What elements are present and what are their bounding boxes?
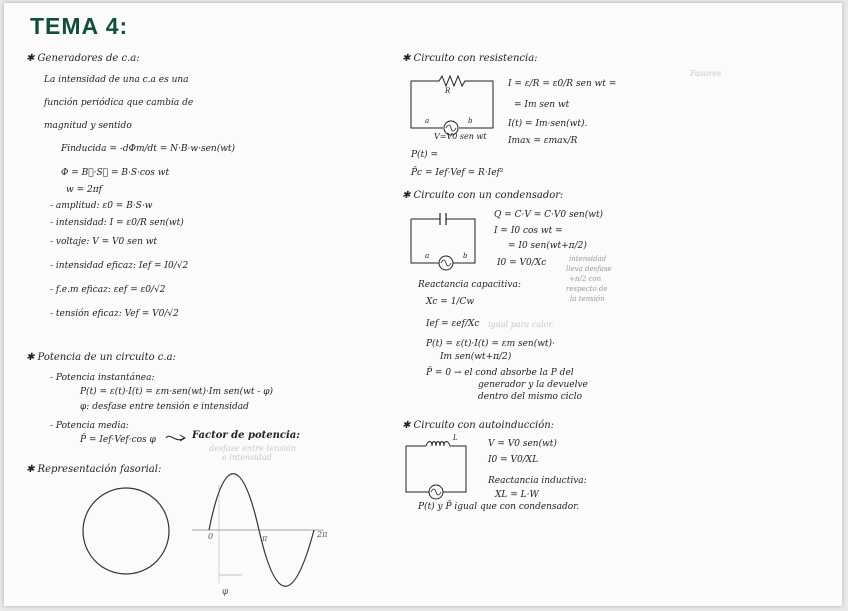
omega-formula: w = 2πf — [66, 185, 102, 195]
condensador-ief: Ief = εef/Xc — [426, 319, 480, 329]
condensador-eq-3: = I0 sen(wt+π/2) — [508, 241, 587, 251]
item-amplitud: - amplitud: ε0 = B·S·w — [50, 201, 153, 211]
resistencia-eq-1: I = ε/R = ε0/R sen wt = — [508, 79, 617, 89]
phasor-circle — [83, 488, 169, 574]
item-fem-eficaz: - f.e.m eficaz: εef = ε0/√2 — [50, 285, 166, 295]
inductor-label: L — [453, 434, 458, 442]
item-tension-eficaz: - tensión eficaz: Vef = V0/√2 — [50, 309, 179, 319]
condensador-conclusion-1: P̄ = 0 → el cond absorbe la P del — [426, 368, 574, 378]
item-intensidad-eficaz: - intensidad eficaz: Ief = I0/√2 — [50, 261, 189, 271]
resistencia-eq-3: I(t) = Im·sen(wt). — [508, 119, 588, 129]
notebook-page — [4, 3, 842, 606]
factor-potencia: Factor de potencia: — [192, 430, 300, 441]
condensador-ief-note: igual para calor — [488, 320, 553, 329]
autoinduccion-power: P(t) y P̄ igual que con condensador. — [418, 502, 580, 512]
autoinduccion-eq-2: I0 = V0/XL — [488, 455, 539, 465]
arrow-icon — [164, 430, 188, 446]
condensador-eq-4: I0 = V0/Xc — [497, 258, 547, 268]
resistencia-eq-4: Imax = εmax/R — [508, 136, 578, 146]
condensador-conclusion-3: dentro del mismo ciclo — [478, 392, 583, 402]
reactancia-capacitiva-formula: Xc = 1/Cw — [426, 297, 475, 307]
capacitor-circuit — [409, 213, 479, 268]
desfase-note-3: +π/2 con — [569, 275, 602, 283]
reactancia-inductiva-formula: XL = L·W — [495, 490, 539, 500]
desfase-note-4: respecto de — [566, 285, 608, 293]
page-title: TEMA 4: — [30, 13, 129, 39]
resistencia-eq-2: = Im sen wt — [514, 100, 570, 110]
fasorial-heading: ✱ Representación fasorial: — [26, 464, 162, 475]
factor-note-2: e intensidad — [222, 453, 272, 462]
resistor-source: V=V0 sen wt — [434, 132, 487, 141]
bleed-through-fasores: Fasores — [690, 69, 722, 78]
intro-line-2: función periódica que cambia de — [44, 98, 194, 108]
condensador-conclusion-2: generador y la devuelve — [478, 380, 588, 390]
axis-pi: π — [262, 534, 268, 543]
item-voltaje: - voltaje: V = V0 sen wt — [50, 237, 158, 247]
inductor-circuit — [404, 440, 474, 498]
item-intensidad: - intensidad: I = ε0/R sen(wt) — [50, 218, 184, 228]
potencia-desfase: φ: desfase entre tensión e intensidad — [80, 402, 249, 412]
potencia-heading: ✱ Potencia de un circuito c.a: — [26, 352, 176, 363]
condensador-eq-2: I = I0 cos wt = — [494, 226, 563, 236]
potencia-media-formula: P̄ = Ief·Vef·cos φ — [80, 435, 156, 445]
axis-zero: 0 — [208, 532, 214, 541]
resistencia-heading: ✱ Circuito con resistencia: — [402, 53, 538, 64]
resistencia-power-2: P̄c = Ief·Vef = R·Ief² — [411, 168, 504, 178]
axis-2pi: 2π — [317, 530, 328, 539]
fem-formula: Finducida = -dΦm/dt = N·B·w·sen(wt) — [61, 144, 236, 154]
resistor-label: R — [445, 87, 451, 95]
resistor-terminal-a: a — [425, 117, 430, 125]
generadores-heading: ✱ Generadores de c.a: — [26, 53, 140, 64]
condensador-eq-1: Q = C·V = C·V0 sen(wt) — [494, 210, 604, 220]
resistor-circuit — [409, 73, 499, 135]
resistencia-power-1: P(t) = — [411, 150, 439, 160]
capacitor-terminal-a: a — [425, 252, 430, 260]
potencia-instantanea-title: - Potencia instantánea: — [50, 373, 155, 383]
resistor-terminal-b: b — [468, 117, 473, 125]
intro-line-1: La intensidad de una c.a es una — [44, 75, 189, 85]
potencia-media-title: - Potencia media: — [50, 421, 129, 431]
flux-formula: Φ = B⃗·S⃗ = B·S·cos wt — [61, 168, 170, 178]
potencia-instantanea-formula: P(t) = ε(t)·I(t) = εm·sen(wt)·Im sen(wt - φ) — [80, 387, 274, 397]
reactancia-inductiva-title: Reactancia inductiva: — [488, 476, 587, 486]
desfase-note-5: la tensión — [570, 295, 605, 303]
condensador-power-2: Im sen(wt+π/2) — [440, 352, 512, 362]
axis-phi: φ — [222, 587, 229, 597]
desfase-note-1: intensidad — [569, 255, 607, 263]
factor-note-1: desfase entre tensión — [209, 444, 297, 453]
autoinduccion-eq-1: V = V0 sen(wt) — [488, 439, 557, 449]
condensador-heading: ✱ Circuito con un condensador: — [402, 190, 564, 201]
desfase-note-2: lleva desfase — [566, 265, 612, 273]
reactancia-capacitiva-title: Reactancia capacitiva: — [418, 280, 521, 290]
fasorial-diagram — [74, 475, 334, 600]
autoinduccion-heading: ✱ Circuito con autoinducción: — [402, 420, 555, 431]
capacitor-terminal-b: b — [463, 252, 468, 260]
condensador-power-1: P(t) = ε(t)·I(t) = εm sen(wt)· — [426, 339, 555, 349]
intro-line-3: magnitud y sentido — [44, 121, 132, 131]
